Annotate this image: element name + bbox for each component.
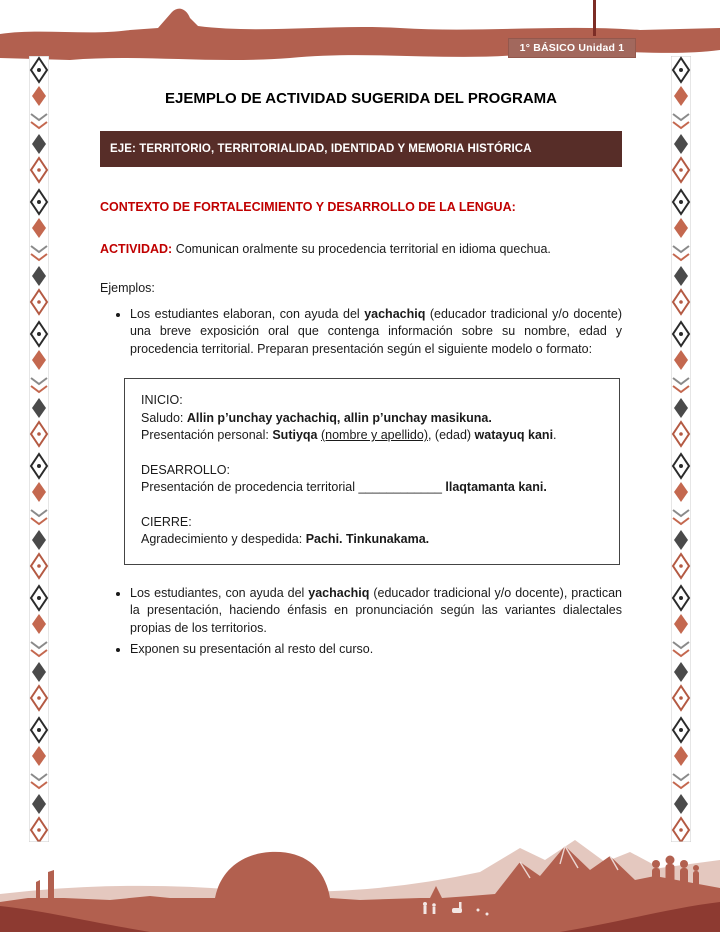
andean-pattern-icon bbox=[671, 56, 691, 842]
page-title: EJEMPLO DE ACTIVIDAD SUGERIDA DEL PROGRAMA bbox=[165, 90, 557, 107]
bullet2-bold: yachachiq bbox=[308, 585, 370, 600]
bullet1-text2: (educador tradicional y/o docente) una breve exposición oral que contenga información sobre su nombre, edad y procedencia territorial. Preparan presentación según el siguiente modelo o formato: bbox=[130, 306, 622, 356]
blank-line: ____________ bbox=[358, 480, 446, 495]
examples-list bbox=[100, 306, 622, 359]
bottom-landscape-art bbox=[0, 802, 720, 932]
top-right-line bbox=[593, 0, 596, 36]
desarrollo-heading: DESARROLLO: bbox=[141, 462, 230, 477]
examples-list-2 bbox=[100, 585, 622, 659]
eje-banner bbox=[100, 131, 622, 167]
saludo-quechua: Allin p’unchay yachachiq, allin p’unchay masikuna. bbox=[186, 410, 492, 425]
list-item-exponen: • Exponen su presentación al resto del curso. bbox=[130, 641, 622, 659]
saludo-line bbox=[141, 410, 603, 428]
list-item-practican bbox=[130, 585, 622, 638]
despedida-line bbox=[141, 531, 603, 549]
unit-badge-label: 1° BÁSICO Unidad 1 bbox=[519, 42, 625, 54]
saludo-label: Saludo: bbox=[141, 410, 187, 425]
despedida-label: Agradecimiento y despedida: bbox=[141, 532, 306, 547]
presentation-format-box bbox=[124, 378, 620, 565]
right-textile-border bbox=[671, 56, 691, 842]
spacer bbox=[141, 497, 603, 514]
personal-label: Presentación personal: bbox=[141, 428, 273, 443]
spacer bbox=[141, 445, 603, 462]
personal-underlined: (nombre y apellido) bbox=[320, 428, 428, 443]
procedencia-quechua: llaqtamanta kani. bbox=[445, 480, 547, 495]
document-content bbox=[100, 88, 622, 663]
activity-text: Comunican oralmente su procedencia territorial en idioma quechua. bbox=[172, 241, 551, 256]
procedencia-line bbox=[141, 479, 603, 497]
andean-pattern-icon bbox=[29, 56, 49, 842]
activity-line bbox=[100, 241, 622, 259]
bullet2-text2: (educador tradicional y/o docente), practican la presentación, haciendo énfasis en pronunciación según las variantes dialectales propias de los territorios. bbox=[130, 585, 622, 635]
inicio-heading: INICIO: bbox=[141, 393, 183, 408]
presentacion-personal-line: Presentación personal: Sutiyqa (nombre y apellido), (edad) watayuq kani. bbox=[141, 428, 557, 443]
list-item-elaboran bbox=[130, 306, 622, 359]
cierre-heading: CIERRE: bbox=[141, 514, 192, 529]
unit-badge bbox=[508, 38, 636, 58]
personal-quechua-1: Sutiyqa bbox=[272, 428, 318, 443]
procedencia-label: Presentación de procedencia territorial bbox=[141, 480, 359, 495]
eje-banner-label: EJE: TERRITORIO, TERRITORIALIDAD, IDENTIDAD Y MEMORIA HISTÓRICA bbox=[110, 143, 532, 155]
examples-label: Ejemplos: bbox=[100, 281, 155, 296]
personal-quechua-2: watayuq kani bbox=[474, 428, 554, 443]
bullet2-text: Los estudiantes, con ayuda del bbox=[130, 585, 309, 600]
bullet1-text: Los estudiantes elaboran, con ayuda del bbox=[130, 306, 365, 321]
activity-label: ACTIVIDAD: bbox=[100, 241, 173, 256]
bullet1-bold: yachachiq bbox=[364, 306, 426, 321]
left-textile-border bbox=[29, 56, 49, 842]
context-heading: CONTEXTO DE FORTALECIMIENTO Y DESARROLLO DE LA LENGUA: bbox=[100, 200, 516, 215]
despedida-quechua: Pachi. Tinkunakama. bbox=[305, 532, 430, 547]
